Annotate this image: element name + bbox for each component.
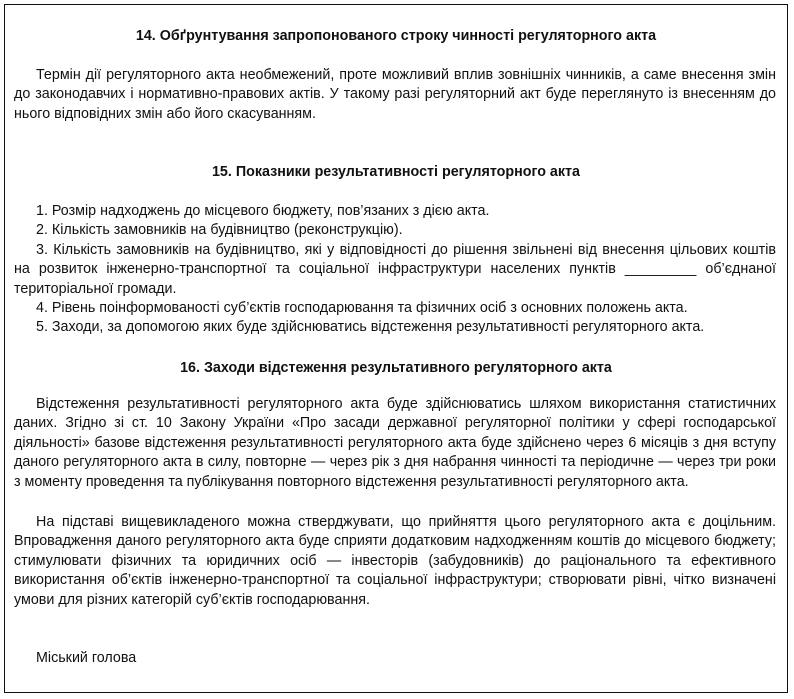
- section-16-text-2: На підставі вищевикладеного можна стверджувати, що прийняття цього регуляторного акта є доцільним. Впровадження даного регуляторного акта буде сприяти додатковим надходженням коштів до місцевого бюджету; стимулювати фізичних та юридичних осіб — інвесторів (забудовників) до раціонального та ефективного використання об’єктів інженерно-транспортної та соціальної інфраструктури; створювати рівні, чітко визначені умови для різних категорій суб’єктів господарювання.: [14, 514, 776, 608]
- section-16-title: 16. Заходи відстеження результативного регуляторного акта: [180, 360, 612, 376]
- list-item: 5. Заходи, за допомогою яких буде здійснюватись відстеження результативності регуляторного акта.: [36, 319, 705, 336]
- section-16-text-1: Відстеження результативності регуляторного акта буде здійснюватись шляхом використання статистичних даних. Згідно зі ст. 10 Закону України «Про засади державної регуляторної політики у сфері господарської діяльності» базове відстеження результативності регуляторного акта буде здійснено через 6 місяців з дня вступу даного регуляторного акта в силу, повторне — через рік з дня набрання чинності та періодичне — через три роки з моменту проведення та публікування повторного відстеження результативності регуляторного акта.: [14, 396, 776, 490]
- list-item: 1. Розмір надходжень до місцевого бюджету, пов’язаних з дією акта.: [36, 203, 490, 219]
- list-item: 4. Рівень поінформованості суб’єктів господарювання та фізичних осіб з основних положень акта.: [36, 300, 688, 317]
- list-item: 2. Кількість замовників на будівництво (реконструкцію).: [36, 222, 403, 239]
- section-15-title: 15. Показники результативності регуляторного акта: [211, 164, 580, 180]
- section-15-list: [14, 202, 776, 338]
- section-14-title: 14. Обґрунтування запропонованого строку чинності регуляторного акта: [135, 28, 657, 44]
- signature-label: Міський голова: [36, 650, 137, 666]
- section-14-text: Термін дії регуляторного акта необмежений, проте можливий вплив зовнішніх чинників, а саме внесення змін до законодавчих і нормативно-правових актів. У такому разі регуляторний акт буде переглянуто із внесенням до нього відповідних змін або його скасуванням.: [14, 67, 776, 122]
- list-item: 3. Кількість замовників на будівництво, які у відповідності до рішення звільнені від внесення цільових коштів на розвиток інженерно-транспортної та соціальної інфраструктури населених пунктів _________ об’єднаної територіальної громади.: [14, 241, 776, 297]
- document-page: [4, 4, 788, 693]
